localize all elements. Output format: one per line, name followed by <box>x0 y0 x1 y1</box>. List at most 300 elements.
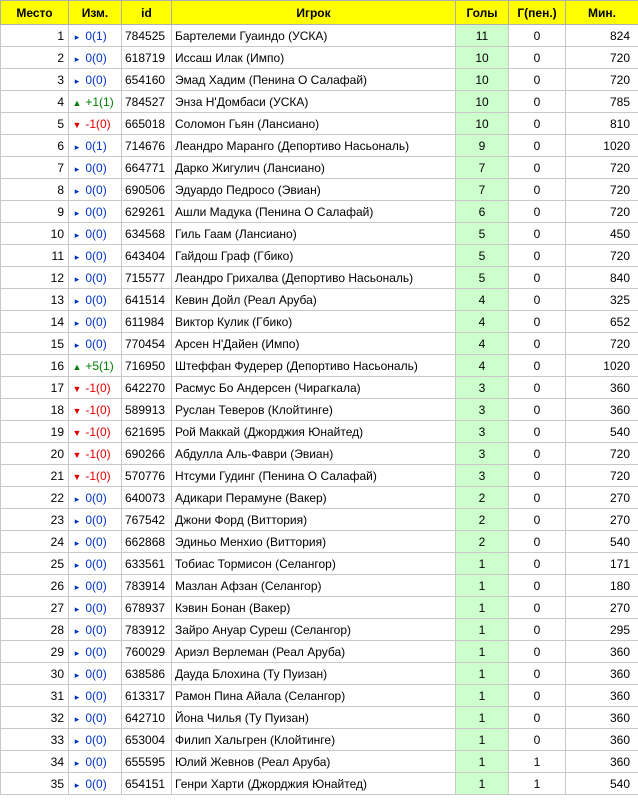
place-cell: 14 <box>1 311 69 333</box>
minutes-cell: 824 <box>566 25 638 47</box>
column-header-mins[interactable]: Мин. <box>566 1 638 25</box>
table-row[interactable] <box>1 355 638 377</box>
change-value: 0(0) <box>85 182 107 197</box>
change-value: +1(1) <box>85 94 114 109</box>
goals-cell: 5 <box>456 267 509 289</box>
place-cell: 27 <box>1 597 69 619</box>
table-row[interactable] <box>1 135 638 157</box>
minutes-cell: 1020 <box>566 355 638 377</box>
player-id-cell: 642270 <box>122 377 172 399</box>
goals-cell: 3 <box>456 377 509 399</box>
table-row[interactable] <box>1 333 638 355</box>
change-value: 0(0) <box>85 666 107 681</box>
table-row[interactable] <box>1 201 638 223</box>
player-id-cell: 633561 <box>122 553 172 575</box>
player-id-cell: 783914 <box>122 575 172 597</box>
place-cell: 16 <box>1 355 69 377</box>
change-value: 0(0) <box>85 622 107 637</box>
player-id-cell: 643404 <box>122 245 172 267</box>
player-name-cell: Дарко Жигулич (Лансиано) <box>172 157 456 179</box>
minutes-cell: 540 <box>566 773 638 795</box>
change-value: -1(0) <box>85 446 111 461</box>
goals-cell: 1 <box>456 597 509 619</box>
player-name-cell: Эмад Хадим (Пенина О Салафай) <box>172 69 456 91</box>
place-cell: 2 <box>1 47 69 69</box>
arrow-right-icon: ▸ <box>74 757 80 768</box>
column-header-change[interactable]: Изм. <box>69 1 122 25</box>
player-name-cell: Генри Харти (Джорджия Юнайтед) <box>172 773 456 795</box>
column-header-goals[interactable]: Голы <box>456 1 509 25</box>
table-row[interactable] <box>1 575 638 597</box>
place-cell: 13 <box>1 289 69 311</box>
table-row[interactable] <box>1 773 638 795</box>
change-value: 0(0) <box>85 600 107 615</box>
arrow-right-icon: ▸ <box>74 691 80 702</box>
minutes-cell: 720 <box>566 443 638 465</box>
arrow-right-icon: ▸ <box>74 625 80 636</box>
change-value: 0(0) <box>85 50 107 65</box>
change-cell <box>69 685 122 707</box>
goals-cell: 6 <box>456 201 509 223</box>
table-row[interactable] <box>1 179 638 201</box>
minutes-cell: 540 <box>566 531 638 553</box>
table-row[interactable] <box>1 685 638 707</box>
goals-cell: 4 <box>456 311 509 333</box>
goals-cell: 3 <box>456 421 509 443</box>
table-row[interactable] <box>1 619 638 641</box>
penalty-goals-cell: 1 <box>509 751 566 773</box>
minutes-cell: 450 <box>566 223 638 245</box>
goals-cell: 4 <box>456 355 509 377</box>
goals-cell: 4 <box>456 333 509 355</box>
arrow-right-icon: ▸ <box>74 251 80 262</box>
minutes-cell: 180 <box>566 575 638 597</box>
player-name-cell: Ашли Мадука (Пенина О Салафай) <box>172 201 456 223</box>
minutes-cell: 785 <box>566 91 638 113</box>
player-id-cell: 613317 <box>122 685 172 707</box>
place-cell: 30 <box>1 663 69 685</box>
player-id-cell: 618719 <box>122 47 172 69</box>
change-cell <box>69 223 122 245</box>
column-header-pen[interactable]: Г(пен.) <box>509 1 566 25</box>
minutes-cell: 325 <box>566 289 638 311</box>
change-cell <box>69 707 122 729</box>
goals-cell: 10 <box>456 47 509 69</box>
change-cell <box>69 487 122 509</box>
place-cell: 9 <box>1 201 69 223</box>
change-cell <box>69 289 122 311</box>
table-row[interactable] <box>1 113 638 135</box>
change-cell <box>69 465 122 487</box>
player-name-cell: Рой Маккай (Джорджия Юнайтед) <box>172 421 456 443</box>
change-cell <box>69 531 122 553</box>
minutes-cell: 1020 <box>566 135 638 157</box>
player-id-cell: 767542 <box>122 509 172 531</box>
minutes-cell: 360 <box>566 399 638 421</box>
player-name-cell: Соломон Гьян (Лансиано) <box>172 113 456 135</box>
player-name-cell: Нтсуми Гудинг (Пенина О Салафай) <box>172 465 456 487</box>
minutes-cell: 810 <box>566 113 638 135</box>
change-value: 0(1) <box>85 28 107 43</box>
change-value: 0(0) <box>85 204 107 219</box>
minutes-cell: 720 <box>566 47 638 69</box>
penalty-goals-cell: 0 <box>509 289 566 311</box>
place-cell: 11 <box>1 245 69 267</box>
column-header-place[interactable]: Место <box>1 1 69 25</box>
change-cell <box>69 729 122 751</box>
table-row[interactable] <box>1 157 638 179</box>
change-cell <box>69 245 122 267</box>
penalty-goals-cell: 0 <box>509 311 566 333</box>
table-row[interactable] <box>1 465 638 487</box>
column-header-id[interactable]: id <box>122 1 172 25</box>
change-value: 0(0) <box>85 336 107 351</box>
place-cell: 17 <box>1 377 69 399</box>
change-value: 0(0) <box>85 644 107 659</box>
place-cell: 31 <box>1 685 69 707</box>
goals-cell: 3 <box>456 465 509 487</box>
penalty-goals-cell: 0 <box>509 597 566 619</box>
goals-cell: 1 <box>456 575 509 597</box>
change-cell <box>69 597 122 619</box>
player-id-cell: 770454 <box>122 333 172 355</box>
goals-cell: 10 <box>456 113 509 135</box>
place-cell: 24 <box>1 531 69 553</box>
change-cell <box>69 641 122 663</box>
table-row[interactable] <box>1 377 638 399</box>
player-id-cell: 664771 <box>122 157 172 179</box>
player-id-cell: 641514 <box>122 289 172 311</box>
player-id-cell: 714676 <box>122 135 172 157</box>
goals-cell: 10 <box>456 69 509 91</box>
player-name-cell: Тобиас Тормисон (Селангор) <box>172 553 456 575</box>
player-name-cell: Леандро Маранго (Депортиво Насьональ) <box>172 135 456 157</box>
player-name-cell: Мазлан Афзан (Селангор) <box>172 575 456 597</box>
player-name-cell: Юлий Жевнов (Реал Аруба) <box>172 751 456 773</box>
change-value: -1(0) <box>85 402 111 417</box>
column-header-player[interactable]: Игрок <box>172 1 456 25</box>
table-row[interactable] <box>1 641 638 663</box>
place-cell: 32 <box>1 707 69 729</box>
player-name-cell: Кевин Дойл (Реал Аруба) <box>172 289 456 311</box>
arrow-right-icon: ▸ <box>74 141 80 152</box>
place-cell: 19 <box>1 421 69 443</box>
table-row[interactable] <box>1 553 638 575</box>
change-value: 0(0) <box>85 556 107 571</box>
change-value: 0(0) <box>85 72 107 87</box>
place-cell: 12 <box>1 267 69 289</box>
change-cell <box>69 355 122 377</box>
minutes-cell: 720 <box>566 245 638 267</box>
penalty-goals-cell: 0 <box>509 25 566 47</box>
player-name-cell: Абдулла Аль-Фаври (Эвиан) <box>172 443 456 465</box>
minutes-cell: 720 <box>566 333 638 355</box>
penalty-goals-cell: 0 <box>509 223 566 245</box>
player-name-cell: Штеффан Фудерер (Депортиво Насьональ) <box>172 355 456 377</box>
change-cell <box>69 179 122 201</box>
player-name-cell: Иссаш Илак (Импо) <box>172 47 456 69</box>
change-value: 0(0) <box>85 160 107 175</box>
arrow-right-icon: ▸ <box>74 537 80 548</box>
arrow-down-icon: ▼ <box>72 449 82 460</box>
change-value: 0(0) <box>85 578 107 593</box>
arrow-right-icon: ▸ <box>74 581 80 592</box>
minutes-cell: 720 <box>566 179 638 201</box>
penalty-goals-cell: 0 <box>509 201 566 223</box>
change-value: 0(0) <box>85 710 107 725</box>
goals-cell: 1 <box>456 619 509 641</box>
table-row[interactable] <box>1 729 638 751</box>
table-row[interactable] <box>1 707 638 729</box>
arrow-down-icon: ▼ <box>72 427 82 438</box>
change-value: 0(1) <box>85 138 107 153</box>
player-id-cell: 653004 <box>122 729 172 751</box>
minutes-cell: 720 <box>566 69 638 91</box>
minutes-cell: 360 <box>566 751 638 773</box>
arrow-right-icon: ▸ <box>74 75 80 86</box>
player-name-cell: Кэвин Бонан (Вакер) <box>172 597 456 619</box>
table-row[interactable] <box>1 531 638 553</box>
change-value: 0(0) <box>85 732 107 747</box>
arrow-right-icon: ▸ <box>74 163 80 174</box>
penalty-goals-cell: 0 <box>509 641 566 663</box>
minutes-cell: 840 <box>566 267 638 289</box>
table-row[interactable] <box>1 289 638 311</box>
goals-cell: 4 <box>456 289 509 311</box>
goals-cell: 1 <box>456 751 509 773</box>
goals-cell: 7 <box>456 179 509 201</box>
place-cell: 22 <box>1 487 69 509</box>
penalty-goals-cell: 0 <box>509 509 566 531</box>
player-id-cell: 784527 <box>122 91 172 113</box>
place-cell: 25 <box>1 553 69 575</box>
change-value: 0(0) <box>85 534 107 549</box>
player-id-cell: 784525 <box>122 25 172 47</box>
player-id-cell: 654160 <box>122 69 172 91</box>
arrow-up-icon: ▲ <box>72 361 82 372</box>
goals-cell: 7 <box>456 157 509 179</box>
goals-cell: 1 <box>456 773 509 795</box>
table-row[interactable] <box>1 443 638 465</box>
minutes-cell: 360 <box>566 377 638 399</box>
player-id-cell: 642710 <box>122 707 172 729</box>
player-name-cell: Леандро Грихалва (Депортиво Насьональ) <box>172 267 456 289</box>
goals-cell: 1 <box>456 553 509 575</box>
arrow-right-icon: ▸ <box>74 185 80 196</box>
player-id-cell: 665018 <box>122 113 172 135</box>
goals-cell: 3 <box>456 443 509 465</box>
table-row[interactable] <box>1 399 638 421</box>
arrow-right-icon: ▸ <box>74 713 80 724</box>
table-row[interactable] <box>1 223 638 245</box>
change-cell <box>69 421 122 443</box>
place-cell: 3 <box>1 69 69 91</box>
goals-cell: 2 <box>456 509 509 531</box>
player-id-cell: 621695 <box>122 421 172 443</box>
penalty-goals-cell: 0 <box>509 421 566 443</box>
change-value: 0(0) <box>85 688 107 703</box>
penalty-goals-cell: 0 <box>509 487 566 509</box>
penalty-goals-cell: 1 <box>509 773 566 795</box>
table-row[interactable] <box>1 47 638 69</box>
player-id-cell: 716950 <box>122 355 172 377</box>
table-row[interactable] <box>1 69 638 91</box>
place-cell: 29 <box>1 641 69 663</box>
arrow-right-icon: ▸ <box>74 339 80 350</box>
player-id-cell: 655595 <box>122 751 172 773</box>
penalty-goals-cell: 0 <box>509 399 566 421</box>
place-cell: 6 <box>1 135 69 157</box>
player-id-cell: 783912 <box>122 619 172 641</box>
penalty-goals-cell: 0 <box>509 465 566 487</box>
change-value: 0(0) <box>85 226 107 241</box>
goals-cell: 2 <box>456 531 509 553</box>
player-name-cell: Ариэл Верлеман (Реал Аруба) <box>172 641 456 663</box>
arrow-right-icon: ▸ <box>74 31 80 42</box>
arrow-right-icon: ▸ <box>74 207 80 218</box>
player-id-cell: 715577 <box>122 267 172 289</box>
player-name-cell: Йона Чилья (Ту Пуизан) <box>172 707 456 729</box>
arrow-right-icon: ▸ <box>74 229 80 240</box>
player-id-cell: 662868 <box>122 531 172 553</box>
penalty-goals-cell: 0 <box>509 685 566 707</box>
change-cell <box>69 135 122 157</box>
arrow-down-icon: ▼ <box>72 405 82 416</box>
penalty-goals-cell: 0 <box>509 553 566 575</box>
arrow-right-icon: ▸ <box>74 603 80 614</box>
table-row[interactable] <box>1 751 638 773</box>
goals-cell: 9 <box>456 135 509 157</box>
minutes-cell: 171 <box>566 553 638 575</box>
place-cell: 20 <box>1 443 69 465</box>
player-name-cell: Дауда Блохина (Ту Пуизан) <box>172 663 456 685</box>
change-cell <box>69 773 122 795</box>
table-row[interactable] <box>1 91 638 113</box>
minutes-cell: 270 <box>566 509 638 531</box>
player-name-cell: Энза Н'Домбаси (УСКА) <box>172 91 456 113</box>
change-cell <box>69 25 122 47</box>
place-cell: 28 <box>1 619 69 641</box>
change-cell <box>69 91 122 113</box>
change-cell <box>69 201 122 223</box>
change-value: -1(0) <box>85 380 111 395</box>
place-cell: 15 <box>1 333 69 355</box>
player-id-cell: 690266 <box>122 443 172 465</box>
place-cell: 21 <box>1 465 69 487</box>
minutes-cell: 360 <box>566 685 638 707</box>
player-id-cell: 638586 <box>122 663 172 685</box>
table-row[interactable] <box>1 267 638 289</box>
player-id-cell: 760029 <box>122 641 172 663</box>
player-name-cell: Филип Хальгрен (Клойтинге) <box>172 729 456 751</box>
goals-cell: 1 <box>456 641 509 663</box>
place-cell: 26 <box>1 575 69 597</box>
player-name-cell: Адикари Перамуне (Вакер) <box>172 487 456 509</box>
place-cell: 35 <box>1 773 69 795</box>
table-row[interactable] <box>1 509 638 531</box>
change-value: +5(1) <box>85 358 114 373</box>
change-value: 0(0) <box>85 248 107 263</box>
change-cell <box>69 751 122 773</box>
change-cell <box>69 113 122 135</box>
place-cell: 1 <box>1 25 69 47</box>
penalty-goals-cell: 0 <box>509 245 566 267</box>
goals-cell: 5 <box>456 223 509 245</box>
penalty-goals-cell: 0 <box>509 531 566 553</box>
change-cell <box>69 509 122 531</box>
arrow-down-icon: ▼ <box>72 119 82 130</box>
player-name-cell: Бартелеми Гуаиндо (УСКА) <box>172 25 456 47</box>
table-row[interactable] <box>1 421 638 443</box>
goals-cell: 10 <box>456 91 509 113</box>
player-id-cell: 589913 <box>122 399 172 421</box>
player-id-cell: 629261 <box>122 201 172 223</box>
arrow-right-icon: ▸ <box>74 295 80 306</box>
goals-cell: 5 <box>456 245 509 267</box>
player-id-cell: 634568 <box>122 223 172 245</box>
penalty-goals-cell: 0 <box>509 443 566 465</box>
player-name-cell: Рамон Пина Айала (Селангор) <box>172 685 456 707</box>
penalty-goals-cell: 0 <box>509 619 566 641</box>
table-row[interactable] <box>1 25 638 47</box>
table-row[interactable] <box>1 311 638 333</box>
player-name-cell: Гайдош Граф (Гбико) <box>172 245 456 267</box>
arrow-up-icon: ▲ <box>72 97 82 108</box>
arrow-right-icon: ▸ <box>74 647 80 658</box>
penalty-goals-cell: 0 <box>509 91 566 113</box>
place-cell: 10 <box>1 223 69 245</box>
table-row[interactable] <box>1 663 638 685</box>
change-cell <box>69 267 122 289</box>
minutes-cell: 720 <box>566 465 638 487</box>
table-row[interactable] <box>1 487 638 509</box>
player-name-cell: Эдуардо Педросо (Эвиан) <box>172 179 456 201</box>
player-name-cell: Виктор Кулик (Гбико) <box>172 311 456 333</box>
change-cell <box>69 443 122 465</box>
player-id-cell: 570776 <box>122 465 172 487</box>
header-row <box>1 1 638 25</box>
goals-cell: 1 <box>456 685 509 707</box>
change-cell <box>69 377 122 399</box>
arrow-right-icon: ▸ <box>74 779 80 790</box>
arrow-right-icon: ▸ <box>74 559 80 570</box>
penalty-goals-cell: 0 <box>509 707 566 729</box>
table-row[interactable] <box>1 597 638 619</box>
penalty-goals-cell: 0 <box>509 69 566 91</box>
minutes-cell: 360 <box>566 641 638 663</box>
player-name-cell: Гиль Гаам (Лансиано) <box>172 223 456 245</box>
change-cell <box>69 399 122 421</box>
penalty-goals-cell: 0 <box>509 333 566 355</box>
minutes-cell: 652 <box>566 311 638 333</box>
change-cell <box>69 47 122 69</box>
change-value: 0(0) <box>85 490 107 505</box>
change-cell <box>69 311 122 333</box>
place-cell: 34 <box>1 751 69 773</box>
player-name-cell: Эдиньо Менхио (Виттория) <box>172 531 456 553</box>
minutes-cell: 295 <box>566 619 638 641</box>
penalty-goals-cell: 0 <box>509 179 566 201</box>
penalty-goals-cell: 0 <box>509 157 566 179</box>
arrow-right-icon: ▸ <box>74 735 80 746</box>
player-name-cell: Руслан Теверов (Клойтинге) <box>172 399 456 421</box>
place-cell: 4 <box>1 91 69 113</box>
player-id-cell: 678937 <box>122 597 172 619</box>
table-body <box>1 25 638 795</box>
goals-cell: 1 <box>456 729 509 751</box>
place-cell: 33 <box>1 729 69 751</box>
table-row[interactable] <box>1 245 638 267</box>
